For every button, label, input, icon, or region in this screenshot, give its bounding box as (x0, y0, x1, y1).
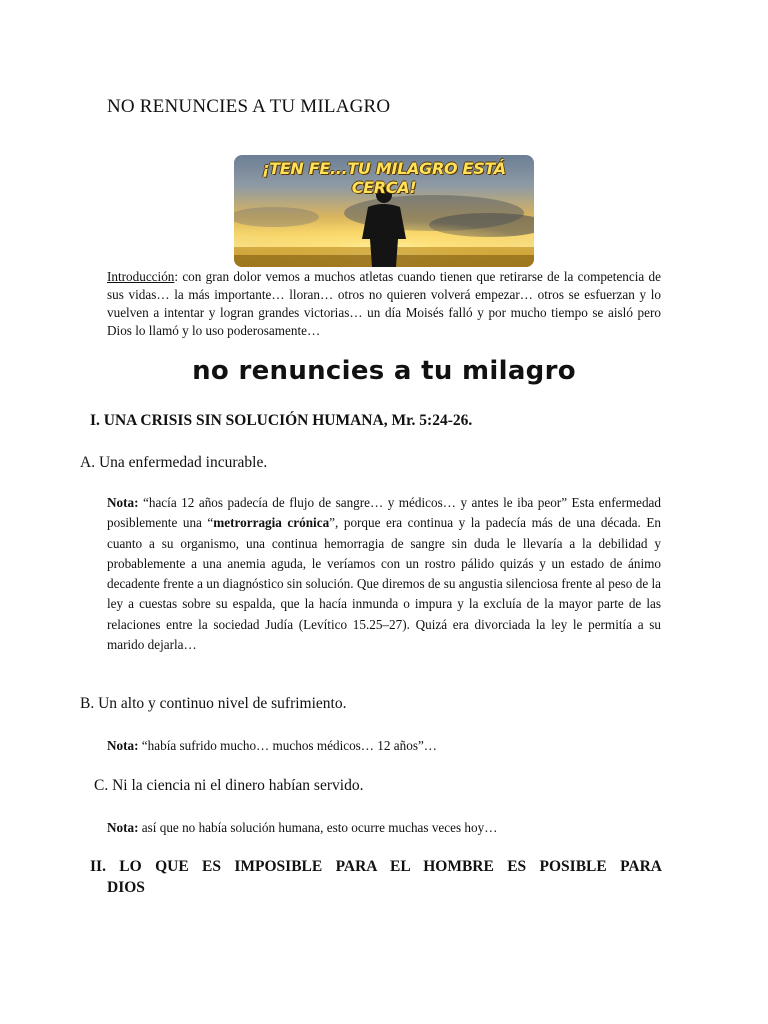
note-text-part2: ”, porque era continua y la padecía más de una década. En cuanto a su organismo, una continua hemorragia de sangre sin duda le llevaría a la debilidad y probablemente a una anemia aguda, le veríamos con un rostro pálido quizás y un estado de ánimo decadente frente a un diagnóstico sin solución. Que diremos de su angustia silenciosa frente al peso de la ley a cuestas sobre su espalda, que la hacía inmunda o impura y la excluía de la mayor parte de las relaciones entre la sociedad Judía (Levítico 15.25–27). Quizá era divorciada la ley le permitía a su marido dejarla… (107, 515, 661, 653)
note-text: “había sufrido mucho… muchos médicos… 12 años”… (138, 738, 437, 753)
note-label: Nota: (107, 495, 139, 510)
note-text-part1: “hacía 12 años padecía de flujo de sangre… y médicos… y antes le iba peor” Esta enfermedad posiblemente una “ (107, 495, 661, 531)
section-2-heading-line1: II. LO QUE ES IMPOSIBLE PARA EL HOMBRE ES POSIBLE PARA (90, 858, 662, 875)
subsection-a-heading: A. Una enfermedad incurable. (80, 454, 268, 471)
section-2-heading-line2: DIOS (107, 879, 145, 896)
section-1-heading: I. UNA CRISIS SIN SOLUCIÓN HUMANA, Mr. 5:24-26. (90, 412, 473, 429)
note-label: Nota: (107, 820, 139, 835)
document-title: NO RENUNCIES A TU MILAGRO (107, 96, 391, 117)
intro-label: Introducción (107, 269, 175, 284)
introduction-paragraph (107, 268, 661, 340)
banner-headline: ¡TEN FE...TU MILAGRO ESTÁ CERCA! (262, 159, 506, 197)
banner-image (234, 155, 534, 267)
note-bold-term: metrorragia crónica (213, 515, 330, 531)
note-label: Nota: (107, 738, 139, 753)
subsection-c-heading: C. Ni la ciencia ni el dinero habían servido. (94, 777, 364, 794)
subsection-c-note (107, 818, 661, 838)
subsection-b-heading: B. Un alto y continuo nivel de sufrimiento. (80, 695, 347, 712)
subsection-a-note (107, 493, 661, 655)
note-text: así que no había solución humana, esto ocurre muchas veces hoy… (138, 820, 498, 835)
intro-text: : con gran dolor vemos a muchos atletas cuando tienen que retirarse de la competencia de sus vidas… la más importante… lloran… otros no quieren volverá empezar… otros se esfuerzan y lo vuelven a intentar y logran grandes victorias… un día Moisés falló y por mucho tiempo se aisló pero Dios lo llamó y lo uso poderosamente… (107, 269, 661, 338)
subsection-b-note (107, 736, 661, 756)
main-heading: no renuncies a tu milagro (192, 356, 576, 386)
